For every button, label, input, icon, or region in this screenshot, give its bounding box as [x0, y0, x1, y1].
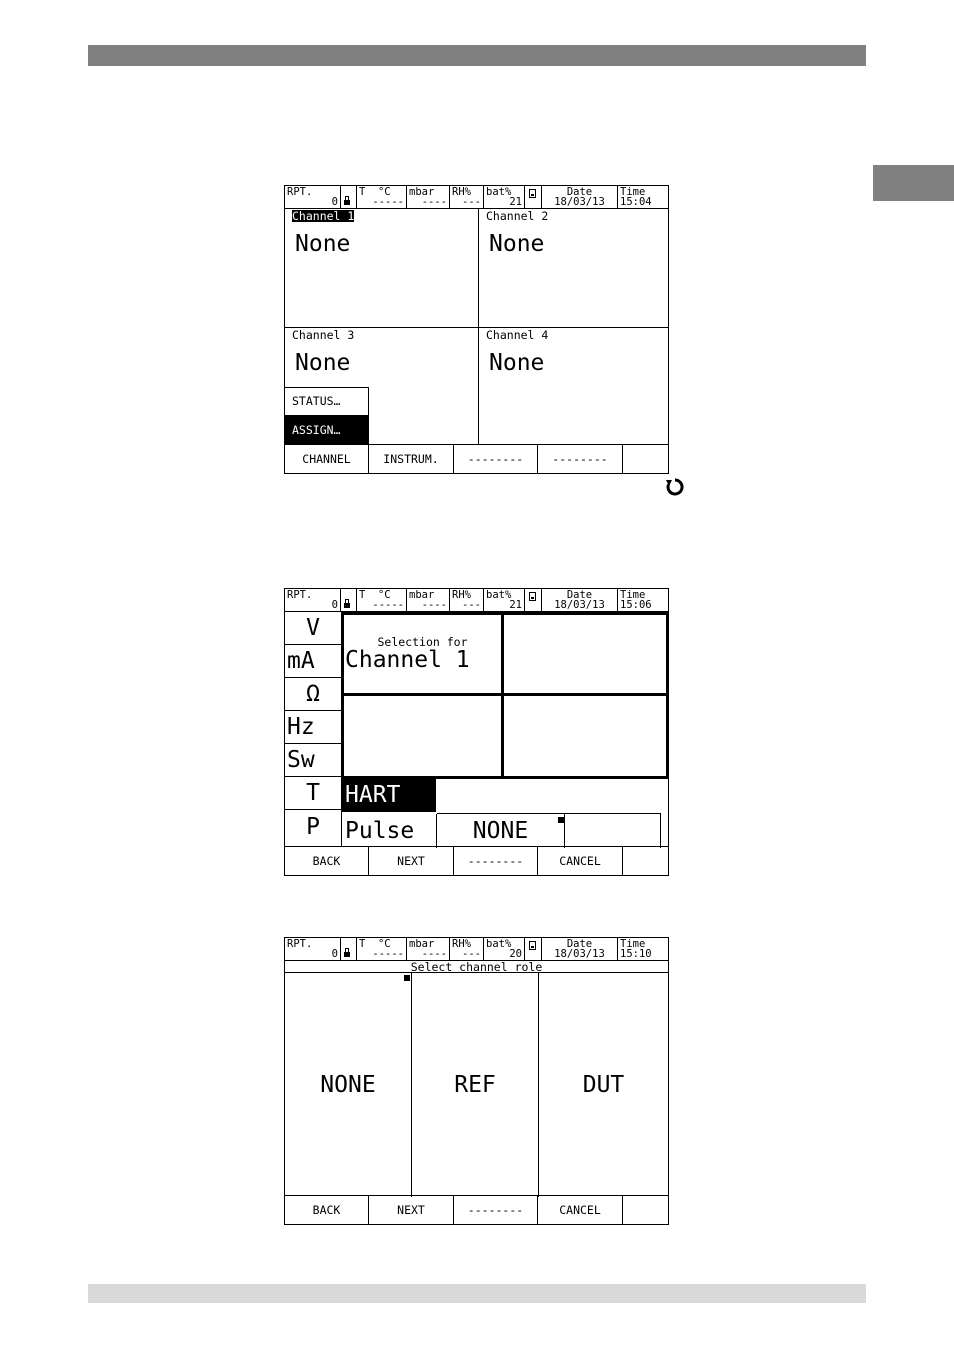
- softkey-3[interactable]: --------: [454, 445, 538, 473]
- channel-1-selection-box: [341, 612, 504, 696]
- option-pulse[interactable]: Pulse: [342, 814, 437, 848]
- battery-value: 21: [509, 196, 522, 208]
- refresh-icon: [665, 477, 685, 497]
- battery-label: bat%: [486, 938, 512, 950]
- pressure-cell: [407, 186, 450, 208]
- date-value: 18/03/13: [554, 599, 605, 611]
- time-value: 15:10: [620, 948, 652, 960]
- channel-4-panel[interactable]: [479, 328, 668, 445]
- softkey-cancel[interactable]: CANCEL: [538, 847, 623, 875]
- softkey-5[interactable]: [623, 847, 668, 875]
- temperature-value: -----: [372, 196, 404, 208]
- menu-assign[interactable]: ASSIGN…: [285, 416, 369, 445]
- status-bar: [285, 186, 668, 209]
- role-dut[interactable]: DUT: [582, 1072, 625, 1098]
- temperature-cell: [357, 186, 407, 208]
- date-label: Date: [566, 938, 593, 950]
- time-label: Time: [620, 938, 646, 950]
- time-value: 15:06: [620, 599, 652, 611]
- section-tab-marker: [873, 165, 954, 201]
- channel-2-label: Channel 2: [486, 209, 549, 223]
- status-bar: [285, 938, 668, 961]
- memory-card-icon: [529, 189, 536, 198]
- softkey-channel[interactable]: CHANNEL: [285, 445, 369, 473]
- unit-voltage[interactable]: V: [285, 612, 342, 645]
- temperature-value: -----: [372, 948, 404, 960]
- channel-3-selection-box: [341, 693, 504, 779]
- selection-for-label: Selection for: [377, 635, 468, 649]
- rpt-label: RPT.: [287, 589, 313, 601]
- rpt-value: 0: [331, 599, 338, 611]
- cursor-marker: [558, 817, 564, 823]
- card-cell: [525, 589, 542, 611]
- card-cell: [525, 186, 542, 208]
- rpt-value: 0: [331, 948, 338, 960]
- humidity-value: ---: [462, 948, 481, 960]
- memory-card-icon: [529, 592, 536, 601]
- temperature-label: T °C: [359, 938, 391, 950]
- softkey-cancel[interactable]: CANCEL: [538, 1196, 623, 1224]
- channel-1-label: Channel 1: [292, 209, 355, 223]
- time-cell: [618, 589, 668, 611]
- temperature-cell: [357, 938, 407, 960]
- softkey-3[interactable]: --------: [454, 847, 538, 875]
- channel-3-label: Channel 3: [292, 328, 355, 342]
- rpt-value: 0: [331, 196, 338, 208]
- role-ref[interactable]: REF: [412, 973, 539, 1197]
- menu-status[interactable]: STATUS…: [285, 387, 369, 416]
- softkey-instrum[interactable]: INSTRUM.: [369, 445, 454, 473]
- channel-1-value: None: [295, 231, 351, 257]
- temperature-value: -----: [372, 599, 404, 611]
- date-cell: [542, 186, 618, 208]
- time-label: Time: [620, 186, 646, 198]
- temperature-cell: [357, 589, 407, 611]
- lock-cell: [341, 938, 357, 960]
- card-cell: [525, 938, 542, 960]
- lock-icon: [344, 603, 350, 608]
- date-cell: [542, 589, 618, 611]
- softkey-back[interactable]: BACK: [285, 847, 369, 875]
- softkey-3[interactable]: --------: [454, 1196, 538, 1224]
- humidity-value: ---: [462, 599, 481, 611]
- options-divider: [437, 813, 661, 814]
- humidity-cell: [450, 186, 484, 208]
- battery-cell: [484, 938, 525, 960]
- pressure-label: mbar: [409, 186, 435, 198]
- lock-cell: [341, 186, 357, 208]
- temperature-label: T °C: [359, 589, 391, 601]
- pressure-cell: [407, 589, 450, 611]
- battery-value: 20: [509, 948, 522, 960]
- footer-bar: [88, 1284, 866, 1303]
- role-none[interactable]: NONE: [285, 973, 412, 1197]
- options-right-edge: [660, 813, 661, 848]
- battery-value: 21: [509, 599, 522, 611]
- selection-channel-label: Channel 1: [345, 647, 470, 673]
- date-label: Date: [566, 589, 593, 601]
- unit-frequency[interactable]: Hz: [285, 711, 342, 744]
- lock-icon: [344, 952, 350, 957]
- pressure-value: ----: [421, 196, 447, 208]
- time-value: 15:04: [620, 196, 652, 208]
- battery-label: bat%: [486, 186, 512, 198]
- battery-cell: [484, 186, 525, 208]
- screen-channel-selection: [284, 588, 669, 876]
- screen-channel-overview: [284, 185, 669, 474]
- humidity-value: ---: [462, 196, 481, 208]
- pressure-value: ----: [421, 599, 447, 611]
- pressure-value: ----: [421, 948, 447, 960]
- unit-pressure[interactable]: P: [285, 810, 342, 847]
- channel-3-value: None: [295, 350, 351, 376]
- softkey-next[interactable]: NEXT: [369, 1196, 454, 1224]
- option-hart[interactable]: HART: [342, 778, 436, 812]
- pressure-label: mbar: [409, 589, 435, 601]
- channel-4-selection-box: [501, 693, 669, 779]
- channel-2-selection-box: [501, 612, 669, 696]
- softkey-bar: [285, 846, 668, 875]
- humidity-label: RH%: [452, 589, 471, 601]
- time-cell: [618, 938, 668, 960]
- battery-label: bat%: [486, 589, 512, 601]
- channel-2-panel[interactable]: [479, 209, 668, 328]
- rpt-cell: [285, 186, 341, 208]
- unit-switch[interactable]: Sw: [285, 744, 342, 777]
- unit-current[interactable]: mA: [285, 645, 342, 678]
- option-none[interactable]: NONE: [437, 814, 565, 848]
- date-cell: [542, 938, 618, 960]
- softkey-next[interactable]: NEXT: [369, 847, 454, 875]
- battery-cell: [484, 589, 525, 611]
- rpt-cell: [285, 589, 341, 611]
- humidity-cell: [450, 938, 484, 960]
- humidity-label: RH%: [452, 186, 471, 198]
- unit-temperature[interactable]: T: [285, 777, 342, 810]
- channel-4-label: Channel 4: [486, 328, 549, 342]
- rpt-cell: [285, 938, 341, 960]
- unit-resistance[interactable]: Ω: [285, 678, 342, 711]
- humidity-label: RH%: [452, 938, 471, 950]
- rpt-label: RPT.: [287, 938, 313, 950]
- pressure-label: mbar: [409, 938, 435, 950]
- softkey-4[interactable]: --------: [538, 445, 623, 473]
- softkey-refresh[interactable]: [623, 445, 668, 473]
- rpt-label: RPT.: [287, 186, 313, 198]
- lock-cell: [341, 589, 357, 611]
- softkey-bar: [285, 1195, 668, 1224]
- humidity-cell: [450, 589, 484, 611]
- status-bar: [285, 589, 668, 612]
- temperature-label: T °C: [359, 186, 391, 198]
- time-label: Time: [620, 589, 646, 601]
- date-label: Date: [566, 186, 593, 198]
- channel-4-value: None: [489, 350, 545, 376]
- softkey-5[interactable]: [623, 1196, 668, 1224]
- pressure-cell: [407, 938, 450, 960]
- header-bar: [88, 45, 866, 66]
- lock-icon: [344, 200, 350, 205]
- cursor-marker: [404, 975, 410, 981]
- channel-1-panel[interactable]: [285, 209, 479, 328]
- date-value: 18/03/13: [554, 196, 605, 208]
- channel-2-value: None: [489, 231, 545, 257]
- memory-card-icon: [529, 941, 536, 950]
- screen-channel-role: [284, 937, 669, 1225]
- date-value: 18/03/13: [554, 948, 605, 960]
- softkey-back[interactable]: BACK: [285, 1196, 369, 1224]
- softkey-bar: [285, 444, 668, 473]
- prompt-label: Select channel role: [285, 961, 668, 973]
- time-cell: [618, 186, 668, 208]
